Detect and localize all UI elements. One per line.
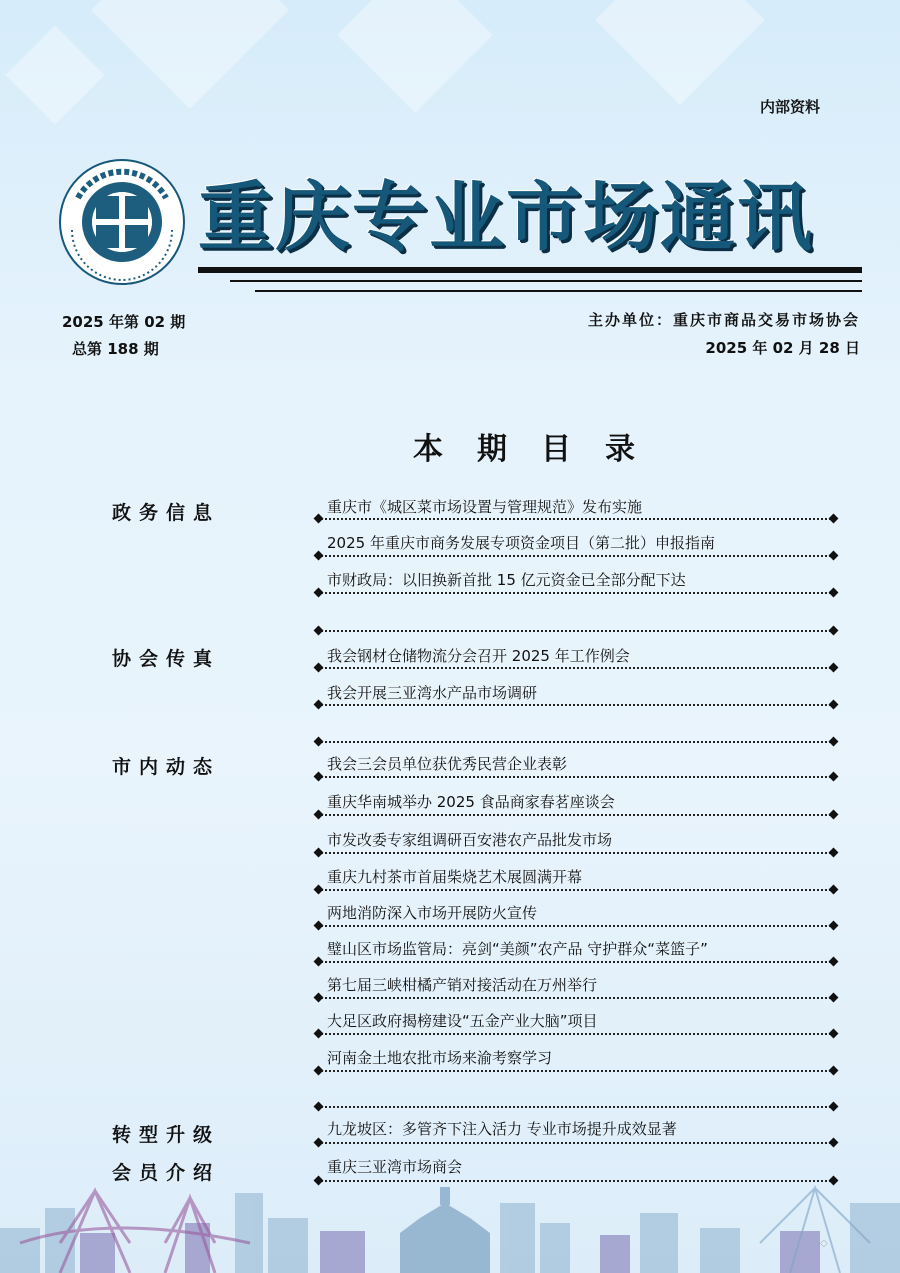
toc-item[interactable]: 2025 年重庆市商务发展专项资金项目（第二批）申报指南 [327, 534, 715, 552]
bg-decoration [337, 0, 493, 113]
toc-item[interactable]: 大足区政府揭榜建设“五金产业大脑”项目 [327, 1012, 598, 1030]
toc-item[interactable]: 我会三会员单位获优秀民营企业表彰 [327, 755, 568, 773]
corner-watermark: ◇ [820, 1238, 828, 1249]
dotted-leader [318, 667, 834, 669]
dotted-leader [318, 518, 834, 520]
dotted-leader [318, 997, 834, 999]
total-issue-number: 总第 188 期 [72, 340, 159, 358]
section-title: 会员介绍 [112, 1162, 221, 1184]
dotted-leader [318, 776, 834, 778]
sponsor: 主办单位：重庆市商品交易市场协会 [587, 311, 860, 329]
dotted-leader [318, 1033, 834, 1035]
toc-item[interactable]: 重庆三亚湾市场商会 [327, 1158, 463, 1176]
section-title: 转型升级 [112, 1124, 221, 1146]
bg-decoration [595, 0, 765, 105]
bg-decoration [6, 26, 105, 125]
issue-number: 2025 年第 02 期 [62, 313, 186, 331]
dotted-leader [318, 592, 834, 594]
toc-item[interactable]: 九龙坡区：多管齐下注入活力 专业市场提升成效显著 [327, 1120, 677, 1138]
dotted-leader [318, 814, 834, 816]
toc-item[interactable]: 市发改委专家组调研百安港农产品批发市场 [327, 831, 613, 849]
dotted-leader [318, 704, 834, 706]
toc-heading: 本期目录 [413, 432, 669, 467]
dotted-leader [318, 1070, 834, 1072]
dotted-leader [318, 1142, 834, 1144]
dotted-leader [318, 555, 834, 557]
bg-decoration [91, 0, 289, 109]
dotted-leader [318, 630, 834, 632]
dotted-leader [318, 741, 834, 743]
toc-item[interactable]: 市财政局：以旧换新首批 15 亿元资金已全部分配下达 [327, 571, 686, 589]
magazine-title: 重庆专业市场通讯 [198, 173, 815, 261]
toc-item[interactable]: 重庆华南城举办 2025 食品商家春茗座谈会 [327, 793, 615, 811]
dotted-leader [318, 961, 834, 963]
internal-material-label: 内部资料 [760, 98, 821, 116]
toc-item[interactable]: 我会钢材仓储物流分会召开 2025 年工作例会 [327, 647, 630, 665]
section-title: 市内动态 [112, 756, 221, 778]
city-skyline-illustration [0, 1173, 900, 1273]
title-rule-thin [255, 290, 862, 292]
dotted-leader [318, 925, 834, 927]
toc-item[interactable]: 第七届三峡柑橘产销对接活动在万州举行 [327, 976, 598, 994]
section-title: 政务信息 [112, 502, 221, 524]
dotted-leader [318, 889, 834, 891]
toc-item[interactable]: 璧山区市场监管局：亮剑“美颜”农产品 守护群众“菜篮子” [327, 940, 708, 958]
dotted-leader [318, 1106, 834, 1108]
toc-item[interactable]: 河南金土地农批市场来渝考察学习 [327, 1049, 553, 1067]
toc-item[interactable]: 重庆九村茶市首届柴烧艺术展圆满开幕 [327, 868, 583, 886]
title-rule-mid [230, 280, 862, 282]
toc-item[interactable]: 重庆市《城区菜市场设置与管理规范》发布实施 [327, 498, 643, 516]
toc-item[interactable]: 两地消防深入市场开展防火宣传 [327, 904, 538, 922]
section-title: 协会传真 [112, 648, 221, 670]
publish-date: 2025 年 02 月 28 日 [705, 339, 860, 357]
dotted-leader [318, 852, 834, 854]
association-logo-icon [58, 158, 186, 286]
toc-item[interactable]: 我会开展三亚湾水产品市场调研 [327, 684, 538, 702]
title-rule-thick [198, 267, 862, 273]
